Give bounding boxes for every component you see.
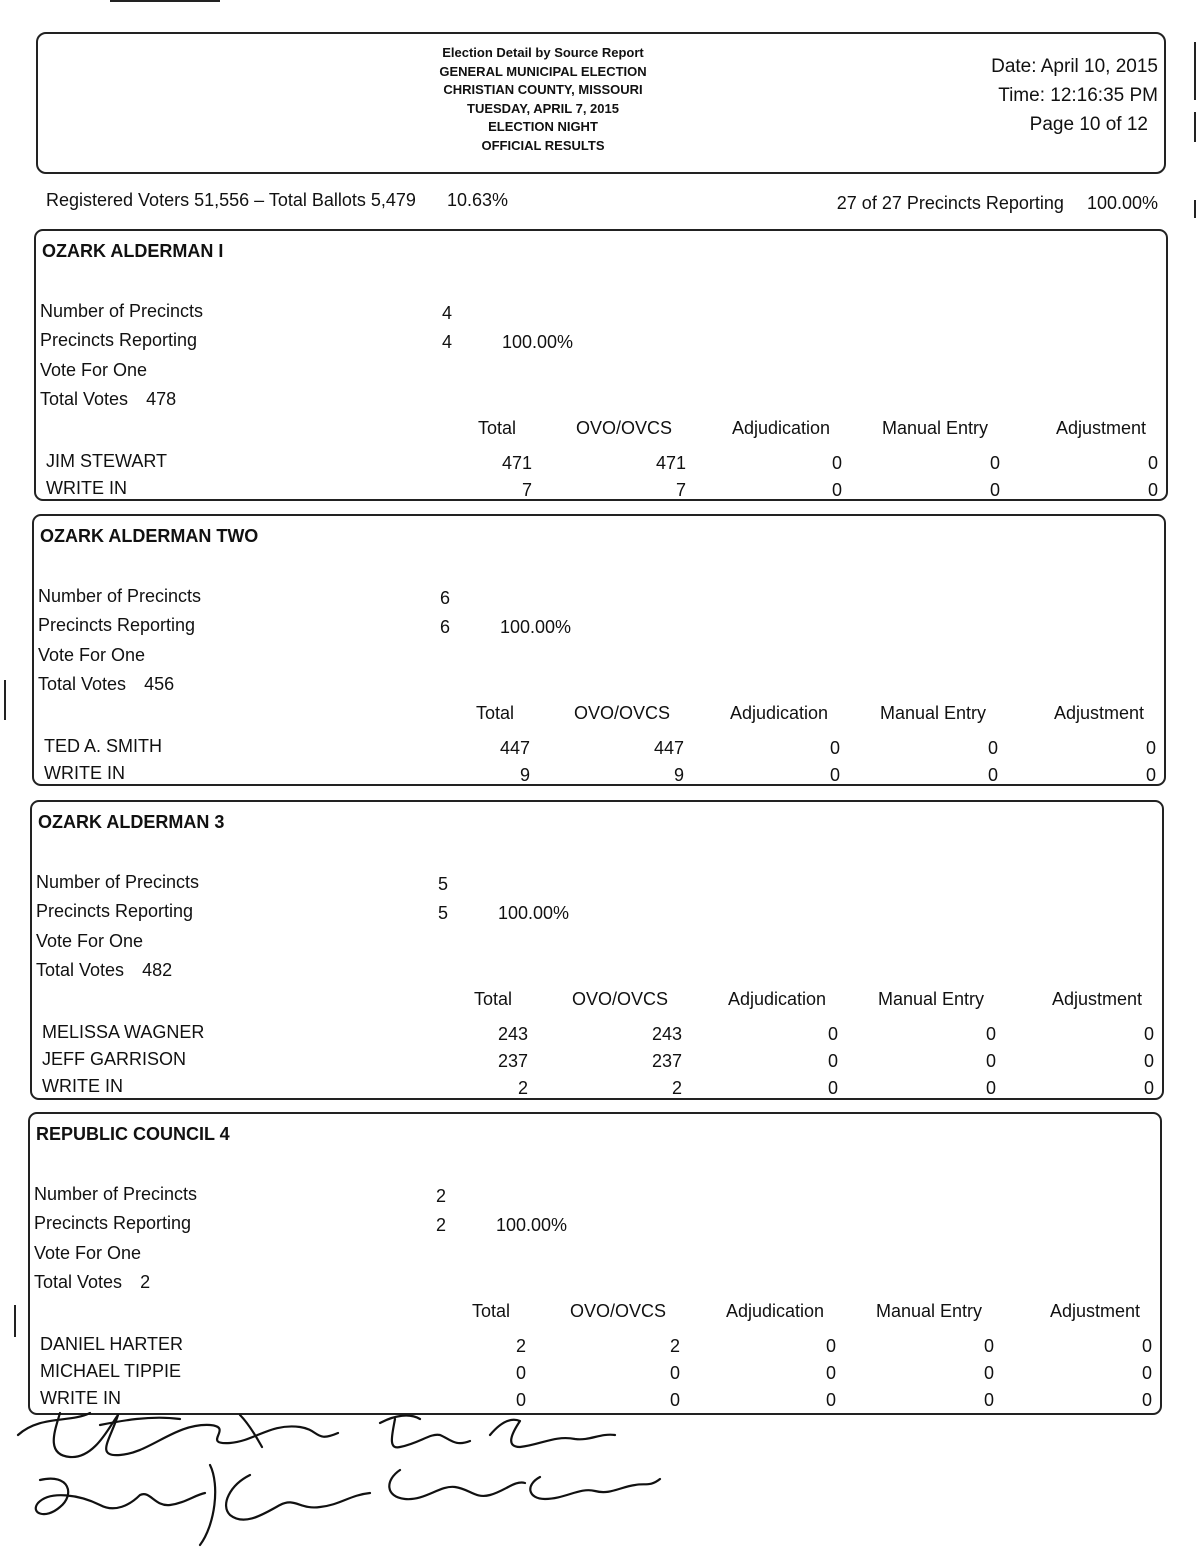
num-precincts-value: 2 [436, 1186, 447, 1206]
candidate-ovo-value: 471 [655, 453, 686, 473]
candidate-manual-value: 0 [983, 1336, 994, 1356]
contest-box [32, 514, 1166, 786]
candidate-adjustment-value: 0 [1145, 738, 1156, 758]
candidate-total-value: 7 [521, 480, 532, 500]
report-meta [918, 52, 1158, 139]
candidate-manual-value: 0 [983, 1363, 994, 1383]
candidate-adjudication-value: 0 [831, 453, 842, 473]
candidate-row [32, 1076, 1162, 1102]
report-date: Date: April 10, 2015 [991, 56, 1158, 77]
candidate-row [36, 478, 1166, 504]
candidate-name: WRITE IN [40, 1388, 121, 1408]
col-manual-entry-header: Manual Entry [880, 703, 987, 723]
precincts-reporting-percent: 100.00% [1086, 193, 1158, 213]
election-night: ELECTION NIGHT [488, 119, 598, 134]
contest-box [28, 1112, 1162, 1415]
candidate-total-value: 471 [501, 453, 532, 473]
candidate-adjudication-value: 0 [825, 1363, 836, 1383]
col-ovo-header: OVO/OVCS [576, 418, 673, 438]
candidate-adjudication-value: 0 [825, 1336, 836, 1356]
candidate-total-value: 237 [497, 1051, 528, 1071]
candidate-name: MELISSA WAGNER [42, 1022, 205, 1042]
candidate-row [30, 1361, 1160, 1387]
col-adjustment-header: Adjustment [1054, 703, 1145, 723]
candidate-ovo-value: 0 [669, 1363, 680, 1383]
page-number: Page 10 of 12 [1029, 114, 1148, 135]
precincts-reporting-value: 6 [440, 617, 451, 637]
candidate-adjustment-value: 0 [1143, 1024, 1154, 1044]
candidate-adjudication-value: 0 [827, 1024, 838, 1044]
candidate-adjudication-value: 0 [827, 1078, 838, 1098]
num-precincts-label: Number of Precincts [40, 301, 204, 321]
candidate-name: JIM STEWART [46, 451, 167, 471]
candidate-ovo-value: 9 [673, 765, 684, 785]
col-manual-entry-header: Manual Entry [878, 989, 985, 1009]
contest-title: OZARK ALDERMAN 3 [38, 812, 225, 832]
candidate-row [32, 1049, 1162, 1075]
candidate-adjudication-value: 0 [825, 1390, 836, 1410]
precincts-reporting-percent: 100.00% [500, 617, 572, 637]
precincts-reporting-value: 5 [438, 903, 449, 923]
total-votes-row [36, 960, 172, 981]
col-ovo-header: OVO/OVCS [574, 703, 671, 723]
col-total-header: Total [478, 418, 517, 438]
scan-mark-right-2 [1194, 112, 1196, 142]
candidate-row [34, 736, 1164, 762]
vote-for-label: Vote For One [36, 931, 144, 951]
precincts-reporting-percent: 100.00% [496, 1215, 568, 1235]
candidate-name: WRITE IN [46, 478, 127, 498]
candidate-manual-value: 0 [985, 1051, 996, 1071]
scan-mark-right-3 [1194, 200, 1196, 218]
col-adjudication-header: Adjudication [728, 989, 827, 1009]
precincts-reporting-value: 4 [442, 332, 453, 352]
candidate-name: TED A. SMITH [44, 736, 163, 756]
candidate-total-value: 2 [517, 1078, 528, 1098]
col-adjustment-header: Adjustment [1052, 989, 1143, 1009]
candidate-name: DANIEL HARTER [40, 1334, 184, 1354]
precincts-reporting-label: Precincts Reporting [38, 615, 196, 635]
candidate-ovo-value: 243 [651, 1024, 682, 1044]
num-precincts-label: Number of Precincts [36, 872, 200, 892]
candidate-manual-value: 0 [983, 1390, 994, 1410]
candidate-name: WRITE IN [42, 1076, 123, 1096]
candidate-manual-value: 0 [989, 453, 1000, 473]
report-title: Election Detail by Source Report [442, 45, 644, 60]
precincts-reporting-label: Precincts Reporting [34, 1213, 192, 1233]
col-total-header: Total [476, 703, 515, 723]
candidate-manual-value: 0 [987, 738, 998, 758]
precinct-summary [837, 193, 1158, 214]
candidate-adjustment-value: 0 [1145, 765, 1156, 785]
total-votes-value: 456 [144, 674, 175, 694]
precincts-reporting-label: Precincts Reporting [40, 330, 198, 350]
candidate-adjustment-value: 0 [1143, 1051, 1154, 1071]
contest-title: REPUBLIC COUNCIL 4 [36, 1124, 230, 1144]
precincts-reporting-summary: 27 of 27 Precincts Reporting [836, 193, 1064, 213]
candidate-total-value: 447 [499, 738, 530, 758]
candidate-total-value: 0 [515, 1390, 526, 1410]
precincts-reporting-percent: 100.00% [498, 903, 570, 923]
candidate-adjudication-value: 0 [827, 1051, 838, 1071]
candidate-total-value: 0 [515, 1363, 526, 1383]
total-votes-row [34, 1272, 150, 1293]
candidate-manual-value: 0 [985, 1078, 996, 1098]
total-votes-row [40, 389, 176, 410]
total-votes-label: Total Votes [38, 674, 127, 694]
contest-box [34, 229, 1168, 501]
candidate-name: WRITE IN [44, 763, 125, 783]
candidate-name: MICHAEL TIPPIE [40, 1361, 182, 1381]
num-precincts-value: 4 [442, 303, 453, 323]
report-time: Time: 12:16:35 PM [998, 85, 1158, 106]
num-precincts-value: 6 [440, 588, 451, 608]
candidate-adjustment-value: 0 [1141, 1390, 1152, 1410]
num-precincts-label: Number of Precincts [38, 586, 202, 606]
candidate-ovo-value: 447 [653, 738, 684, 758]
candidate-ovo-value: 237 [651, 1051, 682, 1071]
candidate-manual-value: 0 [985, 1024, 996, 1044]
signatures [0, 1395, 700, 1567]
candidate-adjustment-value: 0 [1147, 480, 1158, 500]
contest-title: OZARK ALDERMAN I [42, 241, 224, 261]
election-date: TUESDAY, APRIL 7, 2015 [467, 100, 619, 116]
col-ovo-header: OVO/OVCS [570, 1301, 667, 1321]
col-adjudication-header: Adjudication [726, 1301, 825, 1321]
candidate-row [30, 1334, 1160, 1360]
election-name: GENERAL MUNICIPAL ELECTION [439, 63, 647, 79]
candidate-total-value: 243 [497, 1024, 528, 1044]
candidate-ovo-value: 2 [669, 1336, 680, 1356]
vote-for-label: Vote For One [40, 360, 148, 380]
candidate-adjustment-value: 0 [1143, 1078, 1154, 1098]
num-precincts-value: 5 [438, 874, 449, 894]
candidate-row [34, 763, 1164, 789]
col-ovo-header: OVO/OVCS [572, 989, 669, 1009]
candidate-adjustment-value: 0 [1141, 1363, 1152, 1383]
voter-summary [46, 190, 508, 211]
voters-ballots: Registered Voters 51,556 – Total Ballots 5,479 [46, 190, 416, 210]
scan-mark-left-1 [4, 680, 6, 720]
candidate-adjudication-value: 0 [829, 738, 840, 758]
precincts-reporting-percent: 100.00% [502, 332, 574, 352]
col-total-header: Total [474, 989, 513, 1009]
candidate-adjudication-value: 0 [829, 765, 840, 785]
candidate-adjustment-value: 0 [1141, 1336, 1152, 1356]
total-votes-label: Total Votes [36, 960, 125, 980]
candidate-adjudication-value: 0 [831, 480, 842, 500]
total-votes-value: 478 [146, 389, 177, 409]
col-adjustment-header: Adjustment [1056, 418, 1147, 438]
candidate-ovo-value: 2 [671, 1078, 682, 1098]
report-title-block [338, 44, 748, 155]
contest-box [30, 800, 1164, 1100]
candidate-adjustment-value: 0 [1147, 453, 1158, 473]
official-results: OFFICIAL RESULTS [481, 137, 605, 153]
candidate-name: JEFF GARRISON [42, 1049, 187, 1069]
contest-title: OZARK ALDERMAN TWO [40, 526, 259, 546]
col-manual-entry-header: Manual Entry [876, 1301, 983, 1321]
candidate-ovo-value: 7 [675, 480, 686, 500]
total-votes-row [38, 674, 174, 695]
num-precincts-label: Number of Precincts [34, 1184, 198, 1204]
precincts-reporting-label: Precincts Reporting [36, 901, 194, 921]
county-name: CHRISTIAN COUNTY, MISSOURI [443, 82, 643, 97]
candidate-manual-value: 0 [989, 480, 1000, 500]
report-header [36, 32, 1166, 174]
vote-for-label: Vote For One [34, 1243, 142, 1263]
candidate-manual-value: 0 [987, 765, 998, 785]
precincts-reporting-value: 2 [436, 1215, 447, 1235]
candidate-total-value: 2 [515, 1336, 526, 1356]
turnout-percent: 10.63% [446, 190, 508, 210]
col-total-header: Total [472, 1301, 511, 1321]
scan-mark-right-1 [1194, 42, 1196, 100]
col-manual-entry-header: Manual Entry [882, 418, 989, 438]
total-votes-value: 2 [140, 1272, 151, 1292]
candidate-ovo-value: 0 [669, 1390, 680, 1410]
scan-mark-left-2 [14, 1305, 16, 1337]
candidate-row [36, 451, 1166, 477]
col-adjudication-header: Adjudication [730, 703, 829, 723]
total-votes-label: Total Votes [40, 389, 129, 409]
col-adjustment-header: Adjustment [1050, 1301, 1141, 1321]
total-votes-value: 482 [142, 960, 173, 980]
vote-for-label: Vote For One [38, 645, 146, 665]
candidate-row [32, 1022, 1162, 1048]
col-adjudication-header: Adjudication [732, 418, 831, 438]
candidate-total-value: 9 [519, 765, 530, 785]
scan-mark-top [110, 0, 220, 2]
total-votes-label: Total Votes [34, 1272, 123, 1292]
